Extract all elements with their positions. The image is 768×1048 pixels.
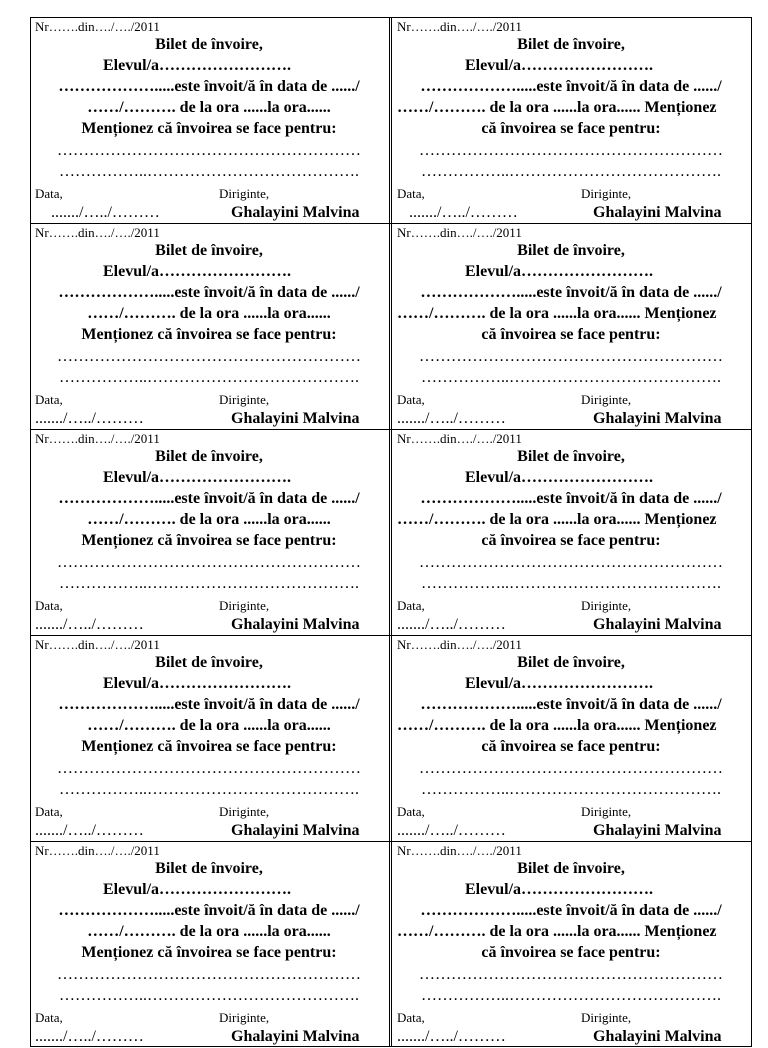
reason-dots-2: ……………..…………………………………. xyxy=(59,575,359,592)
time-line: ……/………. de la ora ......la ora...... xyxy=(87,99,331,116)
diriginte-label: Diriginte, xyxy=(219,1010,270,1025)
student-line: Elevul/a……………………. xyxy=(103,881,292,898)
date-blank: ......./…../……… xyxy=(35,822,144,839)
date-line: ……………….....este învoit/ă în data de ....../ xyxy=(58,490,360,507)
teacher-name: Ghalayini Malvina xyxy=(593,1028,722,1045)
teacher-name: Ghalayini Malvina xyxy=(231,204,360,221)
reason-dots-1: ………………………………………………… xyxy=(419,142,723,159)
slip-title: Bilet de învoire, xyxy=(155,654,263,671)
teacher-name: Ghalayini Malvina xyxy=(231,616,360,633)
purpose-line: că învoirea se face pentru: xyxy=(481,120,661,137)
student-line: Elevul/a……………………. xyxy=(465,263,654,280)
date-blank: ......./…../……… xyxy=(51,204,160,221)
slip-title: Bilet de învoire, xyxy=(517,860,625,877)
slip-title: Bilet de învoire, xyxy=(155,242,263,259)
date-line: ……………….....este învoit/ă în data de ....../ xyxy=(420,902,722,919)
slip-title: Bilet de învoire, xyxy=(517,242,625,259)
date-blank: ......./…../……… xyxy=(397,410,506,427)
time-line: ……/………. de la ora ......la ora...... Menționez xyxy=(397,305,717,322)
date-blank: ......./…../……… xyxy=(397,1028,506,1045)
student-line: Elevul/a……………………. xyxy=(103,675,292,692)
slip-title: Bilet de învoire, xyxy=(155,448,263,465)
student-line: Elevul/a……………………. xyxy=(465,675,654,692)
slip-title: Bilet de învoire, xyxy=(517,654,625,671)
reason-dots-1: ………………………………………………… xyxy=(419,554,723,571)
permission-slip xyxy=(31,224,387,430)
reason-dots-1: ………………………………………………… xyxy=(57,760,361,777)
student-line: Elevul/a……………………. xyxy=(103,469,292,486)
permission-slip xyxy=(31,636,387,842)
diriginte-label: Diriginte, xyxy=(581,598,632,613)
time-line: ……/………. de la ora ......la ora...... Menționez xyxy=(397,99,717,116)
permission-slip xyxy=(393,18,749,224)
diriginte-label: Diriginte, xyxy=(219,186,270,201)
reason-dots-2: ……………..…………………………………. xyxy=(59,781,359,798)
date-line: ……………….....este învoit/ă în data de ....../ xyxy=(58,696,360,713)
reason-dots-1: ………………………………………………… xyxy=(419,966,723,983)
date-line: ……………….....este învoit/ă în data de ....../ xyxy=(58,284,360,301)
purpose-line: Menționez că învoirea se face pentru: xyxy=(81,944,337,961)
reason-dots-1: ………………………………………………… xyxy=(57,142,361,159)
date-line: ……………….....este învoit/ă în data de ....../ xyxy=(420,284,722,301)
number-line: Nr…….din…./…./2011 xyxy=(397,19,522,34)
date-blank: ......./…../……… xyxy=(35,1028,144,1045)
diriginte-label: Diriginte, xyxy=(219,804,270,819)
slip-title: Bilet de învoire, xyxy=(517,36,625,53)
teacher-name: Ghalayini Malvina xyxy=(593,410,722,427)
purpose-line: Menționez că învoirea se face pentru: xyxy=(81,120,337,137)
date-blank: ......./…../……… xyxy=(409,204,518,221)
permission-slip xyxy=(393,430,749,636)
date-blank: ......./…../……… xyxy=(35,410,144,427)
teacher-name: Ghalayini Malvina xyxy=(593,616,722,633)
date-line: ……………….....este învoit/ă în data de ....../ xyxy=(420,490,722,507)
ticket-sheet xyxy=(30,17,752,1047)
number-line: Nr…….din…./…./2011 xyxy=(397,637,522,652)
time-line: ……/………. de la ora ......la ora...... xyxy=(87,717,331,734)
purpose-line: Menționez că învoirea se face pentru: xyxy=(81,326,337,343)
time-line: ……/………. de la ora ......la ora...... xyxy=(87,305,331,322)
reason-dots-1: ………………………………………………… xyxy=(57,348,361,365)
data-label: Data, xyxy=(397,1010,425,1025)
diriginte-label: Diriginte, xyxy=(581,392,632,407)
slip-title: Bilet de învoire, xyxy=(517,448,625,465)
reason-dots-1: ………………………………………………… xyxy=(419,760,723,777)
slip-row xyxy=(31,842,751,1048)
permission-slip xyxy=(31,430,387,636)
data-label: Data, xyxy=(35,1010,63,1025)
purpose-line: că învoirea se face pentru: xyxy=(481,532,661,549)
date-line: ……………….....este învoit/ă în data de ....../ xyxy=(58,78,360,95)
number-line: Nr…….din…./…./2011 xyxy=(35,637,160,652)
slip-row xyxy=(31,224,751,430)
purpose-line: că învoirea se face pentru: xyxy=(481,944,661,961)
reason-dots-2: ……………..…………………………………. xyxy=(421,369,721,386)
date-line: ……………….....este învoit/ă în data de ....../ xyxy=(420,696,722,713)
slip-title: Bilet de învoire, xyxy=(155,36,263,53)
permission-slip xyxy=(31,18,387,224)
number-line: Nr…….din…./…./2011 xyxy=(35,431,160,446)
permission-slip xyxy=(393,842,749,1048)
reason-dots-1: ………………………………………………… xyxy=(57,554,361,571)
student-line: Elevul/a……………………. xyxy=(465,881,654,898)
data-label: Data, xyxy=(397,598,425,613)
time-line: ……/………. de la ora ......la ora...... Menționez xyxy=(397,511,717,528)
diriginte-label: Diriginte, xyxy=(581,186,632,201)
teacher-name: Ghalayini Malvina xyxy=(231,822,360,839)
number-line: Nr…….din…./…./2011 xyxy=(35,19,160,34)
permission-slip xyxy=(393,636,749,842)
reason-dots-2: ……………..…………………………………. xyxy=(421,987,721,1004)
slip-row xyxy=(31,430,751,636)
purpose-line: că învoirea se face pentru: xyxy=(481,326,661,343)
date-line: ……………….....este învoit/ă în data de ....../ xyxy=(58,902,360,919)
purpose-line: Menționez că învoirea se face pentru: xyxy=(81,532,337,549)
teacher-name: Ghalayini Malvina xyxy=(593,204,722,221)
number-line: Nr…….din…./…./2011 xyxy=(397,843,522,858)
reason-dots-2: ……………..…………………………………. xyxy=(421,575,721,592)
date-blank: ......./…../……… xyxy=(35,616,144,633)
time-line: ……/………. de la ora ......la ora...... xyxy=(87,511,331,528)
data-label: Data, xyxy=(397,186,425,201)
slip-title: Bilet de învoire, xyxy=(155,860,263,877)
teacher-name: Ghalayini Malvina xyxy=(231,410,360,427)
student-line: Elevul/a……………………. xyxy=(103,57,292,74)
purpose-line: că învoirea se face pentru: xyxy=(481,738,661,755)
purpose-line: Menționez că învoirea se face pentru: xyxy=(81,738,337,755)
data-label: Data, xyxy=(35,804,63,819)
number-line: Nr…….din…./…./2011 xyxy=(397,225,522,240)
number-line: Nr…….din…./…./2011 xyxy=(397,431,522,446)
reason-dots-2: ……………..…………………………………. xyxy=(421,163,721,180)
number-line: Nr…….din…./…./2011 xyxy=(35,225,160,240)
date-blank: ......./…../……… xyxy=(397,822,506,839)
reason-dots-2: ……………..…………………………………. xyxy=(59,987,359,1004)
slip-row xyxy=(31,636,751,842)
data-label: Data, xyxy=(35,598,63,613)
reason-dots-2: ……………..…………………………………. xyxy=(421,781,721,798)
diriginte-label: Diriginte, xyxy=(219,598,270,613)
date-line: ……………….....este învoit/ă în data de ....../ xyxy=(420,78,722,95)
teacher-name: Ghalayini Malvina xyxy=(231,1028,360,1045)
student-line: Elevul/a……………………. xyxy=(465,57,654,74)
data-label: Data, xyxy=(35,392,63,407)
time-line: ……/………. de la ora ......la ora...... Menționez xyxy=(397,717,717,734)
data-label: Data, xyxy=(397,392,425,407)
teacher-name: Ghalayini Malvina xyxy=(593,822,722,839)
time-line: ……/………. de la ora ......la ora...... xyxy=(87,923,331,940)
student-line: Elevul/a……………………. xyxy=(465,469,654,486)
slip-row xyxy=(31,18,751,224)
reason-dots-2: ……………..…………………………………. xyxy=(59,369,359,386)
reason-dots-2: ……………..…………………………………. xyxy=(59,163,359,180)
diriginte-label: Diriginte, xyxy=(581,804,632,819)
diriginte-label: Diriginte, xyxy=(581,1010,632,1025)
reason-dots-1: ………………………………………………… xyxy=(57,966,361,983)
reason-dots-1: ………………………………………………… xyxy=(419,348,723,365)
permission-slip xyxy=(393,224,749,430)
student-line: Elevul/a……………………. xyxy=(103,263,292,280)
diriginte-label: Diriginte, xyxy=(219,392,270,407)
time-line: ……/………. de la ora ......la ora...... Menționez xyxy=(397,923,717,940)
data-label: Data, xyxy=(397,804,425,819)
data-label: Data, xyxy=(35,186,63,201)
number-line: Nr…….din…./…./2011 xyxy=(35,843,160,858)
date-blank: ......./…../……… xyxy=(397,616,506,633)
permission-slip xyxy=(31,842,387,1048)
